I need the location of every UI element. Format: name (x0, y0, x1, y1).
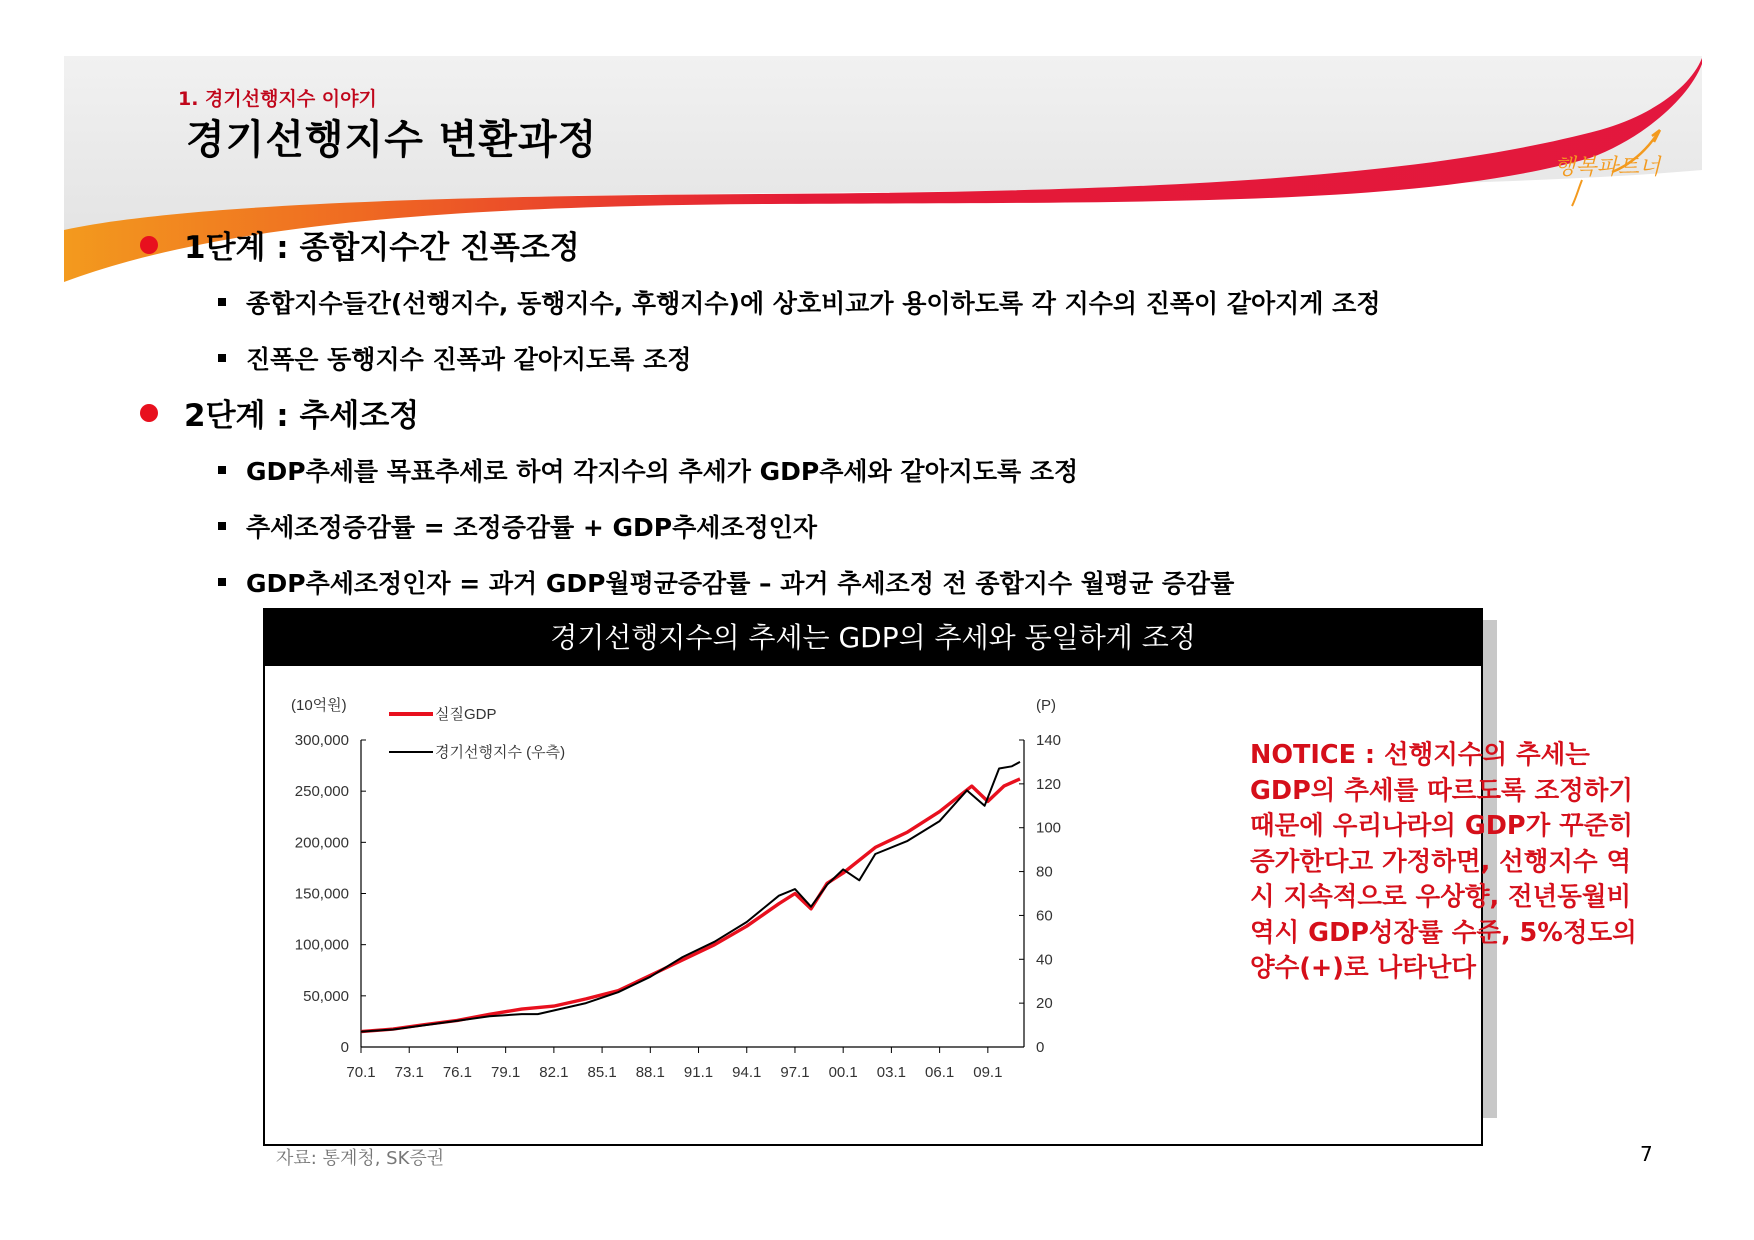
right-tick-label: 60 (1036, 907, 1053, 925)
x-tick-label: 97.1 (780, 1064, 810, 1081)
right-tick-label: 40 (1036, 951, 1053, 969)
right-tick-label: 120 (1036, 775, 1062, 793)
step-item: GDP추세를 목표추세로 하여 각지수의 추세가 GDP추세와 같아지도록 조정 (246, 457, 1079, 486)
step-item: 추세조정증감률 = 조정증감률 + GDP추세조정인자 (246, 513, 818, 542)
step-bullet (140, 236, 158, 254)
x-tick-label: 88.1 (635, 1064, 665, 1081)
step-item: 종합지수들간(선행지수, 동행지수, 후행지수)에 상호비교가 용이하도록 각 지수의 진폭이 같아지게 조정 (246, 289, 1381, 318)
line-chart (265, 666, 1165, 1106)
company-logo (1548, 122, 1678, 210)
left-tick-label: 100,000 (294, 936, 349, 954)
x-tick-label: 76.1 (442, 1064, 473, 1081)
x-tick-label: 73.1 (394, 1064, 424, 1081)
x-tick-label: 94.1 (732, 1064, 762, 1081)
step-item: 진폭은 동행지수 진폭과 같아지도록 조정 (246, 345, 692, 374)
x-tick-label: 00.1 (828, 1064, 858, 1081)
chart-axes (361, 740, 1024, 1047)
sub-bullet-square (218, 298, 226, 306)
x-tick-label: 70.1 (346, 1064, 376, 1081)
logo-text: 행복파트너 (1554, 155, 1661, 180)
chart-header: 경기선행지수의 추세는 GDP의 추세와 동일하게 조정 (265, 610, 1481, 666)
left-tick-label: 150,000 (294, 885, 349, 903)
right-axis-unit: (P) (1036, 697, 1056, 714)
chart-ticks (291, 696, 1061, 1081)
section-label: 1. 경기선행지수 이야기 (178, 88, 377, 110)
series-line (361, 779, 1020, 1032)
page-title: 경기선행지수 변환과정 (186, 117, 598, 163)
series-line (361, 762, 1020, 1032)
x-tick-label: 06.1 (925, 1064, 955, 1081)
source-note: 자료: 통계청, SK증권 (276, 1148, 445, 1169)
sub-bullet-square (218, 466, 226, 474)
chart-legend (389, 705, 565, 761)
legend-label: 실질GDP (435, 706, 497, 723)
right-tick-label: 140 (1036, 732, 1062, 749)
left-axis-unit: (10억원) (291, 697, 347, 714)
x-tick-label: 85.1 (587, 1064, 617, 1081)
chart-series (361, 762, 1020, 1032)
step-bullet (140, 404, 158, 422)
left-tick-label: 0 (340, 1039, 349, 1056)
legend-label: 경기선행지수 (우측) (435, 744, 566, 761)
right-tick-label: 80 (1036, 863, 1053, 881)
sub-bullet-square (218, 354, 226, 362)
x-tick-label: 09.1 (973, 1064, 1003, 1081)
left-tick-label: 200,000 (294, 834, 349, 852)
page-number: 7 (1640, 1142, 1653, 1166)
left-tick-label: 300,000 (294, 732, 349, 749)
sub-bullet-square (218, 522, 226, 530)
x-tick-label: 03.1 (876, 1064, 907, 1081)
left-tick-label: 50,000 (303, 987, 349, 1005)
x-tick-label: 91.1 (683, 1064, 714, 1081)
left-tick-label: 250,000 (294, 783, 349, 801)
notice-text: NOTICE : 선행지수의 추세는 GDP의 추세를 따르도록 조정하기 때문에 우리나라의 GDP가 꾸준히 증가한다고 가정하면, 선행지수 역시 지속적으로 우상향, 전년동월비 역시 GDP성장률 수준, 5%정도의 양수(+)로 나타난다 (1250, 740, 1637, 983)
right-tick-label: 20 (1036, 995, 1053, 1013)
step-item: GDP추세조정인자 = 과거 GDP월평균증감률 – 과거 추세조정 전 종합지수 월평균 증감률 (246, 569, 1235, 598)
right-tick-label: 100 (1036, 819, 1062, 837)
step-heading: 2단계 : 추세조정 (184, 398, 420, 434)
x-tick-label: 79.1 (491, 1064, 521, 1081)
right-tick-label: 0 (1036, 1039, 1045, 1056)
step-heading: 1단계 : 종합지수간 진폭조정 (184, 230, 580, 266)
sub-bullet-square (218, 578, 226, 586)
x-tick-label: 82.1 (539, 1064, 569, 1081)
